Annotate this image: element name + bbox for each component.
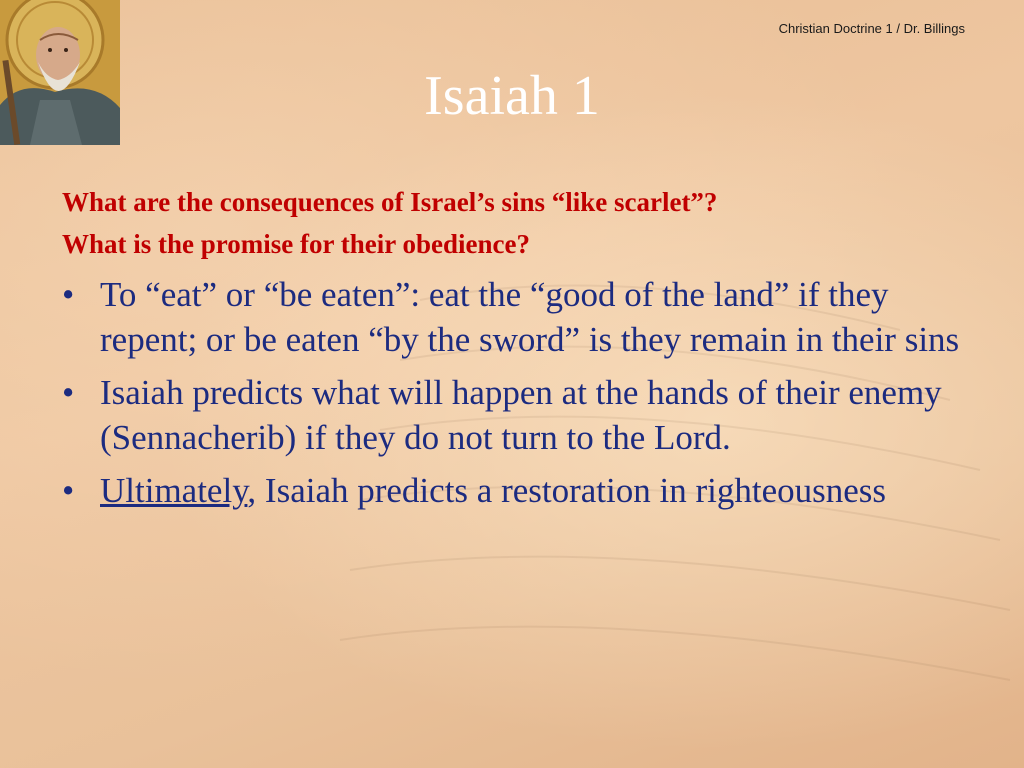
slide-content xyxy=(62,184,962,521)
bullet-item xyxy=(62,468,962,513)
question-line-1: What are the consequences of Israel’s sins “like scarlet”? xyxy=(62,187,718,217)
bullet-underlined-word: Ultimately xyxy=(100,471,248,510)
bullet-list xyxy=(62,272,962,513)
slide-title: Isaiah 1 xyxy=(424,65,600,127)
bullet-dot: • xyxy=(62,471,75,510)
bullet-text: Isaiah predicts what will happen at the hands of their enemy (Sennacherib) if they do not turn to the Lord. xyxy=(100,373,942,457)
bullet-item xyxy=(62,370,962,460)
bullet-text: To “eat” or “be eaten”: eat the “good of the land” if they repent; or be eaten “by the sword” is they remain in their sins xyxy=(100,275,960,359)
bullet-text: , Isaiah predicts a restoration in righteousness xyxy=(247,471,887,510)
bullet-dot: • xyxy=(62,275,75,314)
course-header-note: Christian Doctrine 1 / Dr. Billings xyxy=(778,21,965,36)
bullet-dot: • xyxy=(62,373,75,412)
question-line-2: What is the promise for their obedience? xyxy=(62,229,530,259)
bullet-item xyxy=(62,272,962,362)
